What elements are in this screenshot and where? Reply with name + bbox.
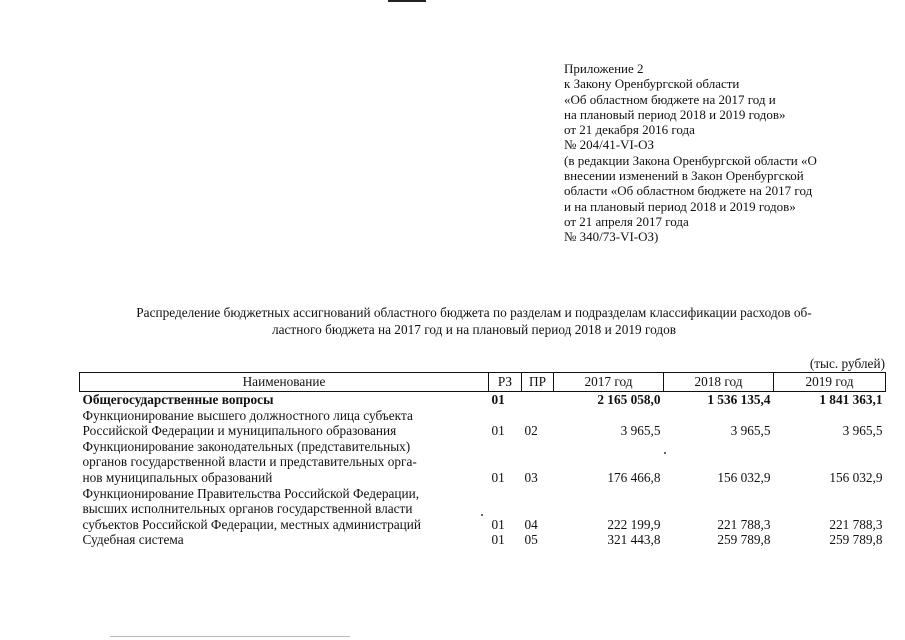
row-2019: 259 789,8 [829, 532, 883, 548]
row-2017: 176 466,8 [607, 469, 661, 485]
row-name-line: субъектов Российской Федерации, местных администраций [82, 516, 421, 532]
row-name [80, 439, 489, 486]
row-2017: 321 443,8 [607, 532, 661, 548]
header-2019: 2019 год [774, 373, 886, 392]
budget-table [79, 372, 886, 548]
appendix-line: № 204/41-VI-ОЗ [564, 137, 655, 153]
row-2017: 222 199,9 [607, 516, 661, 532]
row-2019: 1 841 363,1 [819, 392, 883, 407]
header-2017: 2017 год [554, 373, 664, 392]
row-2018: 1 536 135,4 [707, 392, 771, 407]
row-2018: 221 788,3 [717, 516, 771, 532]
row-rz: 01 [491, 469, 505, 485]
table-row [80, 532, 886, 548]
row-2018: 156 032,9 [717, 469, 771, 485]
row-name-line: Функционирование высшего должностного лица субъекта [82, 407, 413, 423]
row-rz: 01 [491, 532, 505, 548]
header-rz: РЗ [489, 373, 522, 392]
row-2018: 259 789,8 [717, 532, 771, 548]
header-2018: 2018 год [664, 373, 774, 392]
title-line-1: Распределение бюджетных ассигнований областного бюджета по разделам и подразделам классификации расходов об- [136, 305, 812, 320]
appendix-line: к Закону Оренбургской области [564, 76, 740, 92]
document-title [70, 304, 878, 338]
scan-speck [481, 514, 483, 516]
row-name-line: Функционирование Правительства Российской Федерации, [82, 485, 420, 501]
appendix-line: Приложение 2 [564, 61, 644, 76]
row-rz: 01 [491, 392, 505, 407]
appendix-block [564, 61, 894, 245]
row-name-line: высших исполнительных органов государственной власти [82, 501, 413, 517]
row-2019: 156 032,9 [829, 469, 883, 485]
table-row [80, 486, 886, 533]
table-row [80, 439, 886, 486]
header-name: Наименование [80, 373, 489, 392]
title-line-2: ластного бюджета на 2017 год и на плановый период 2018 и 2019 годов [271, 322, 677, 337]
row-name [80, 408, 489, 439]
row-rz: 01 [491, 423, 505, 439]
appendix-line: и на плановый период 2018 и 2019 годов» [564, 198, 796, 214]
row-name [80, 486, 489, 533]
appendix-line: № 340/73-VI-ОЗ) [564, 229, 659, 245]
row-rz: 01 [491, 516, 505, 532]
appendix-line: на плановый период 2018 и 2019 годов» [564, 106, 786, 122]
appendix-line: области «Об областном бюджете на 2017 год [564, 183, 813, 199]
header-pr: ПР [522, 373, 554, 392]
scan-mark [388, 0, 426, 2]
row-name [80, 392, 489, 408]
row-pr: 04 [524, 516, 538, 532]
row-name-line: Российской Федерации и муниципального образования [82, 423, 397, 439]
row-2017: 2 165 058,0 [597, 392, 661, 407]
scan-bottom-edge [110, 636, 350, 637]
row-name [80, 532, 489, 548]
appendix-line: (в редакции Закона Оренбургской области «О [564, 152, 817, 168]
row-pr: 02 [524, 423, 538, 439]
table-row [80, 392, 886, 408]
row-2018: 3 965,5 [730, 423, 771, 439]
appendix-line: внесении изменений в Закон Оренбургской [564, 168, 804, 184]
appendix-line: от 21 апреля 2017 года [564, 213, 689, 229]
row-name-line: Судебная система [82, 532, 184, 548]
scan-speck [664, 452, 666, 454]
row-name-line: нов муниципальных образований [82, 469, 273, 485]
row-name-line: Функционирование законодательных (представительных) [82, 438, 411, 454]
row-pr: 05 [524, 532, 538, 548]
appendix-line: от 21 декабря 2016 года [564, 122, 695, 138]
table-row [80, 408, 886, 439]
row-pr [522, 392, 554, 408]
row-2019: 221 788,3 [829, 516, 883, 532]
row-pr: 03 [524, 469, 538, 485]
appendix-line: «Об областном бюджете на 2017 год и [564, 91, 776, 107]
row-name-line: Общегосударственные вопросы [82, 392, 274, 407]
row-name-line: органов государственной власти и представительных орга- [82, 454, 417, 470]
units-label: (тыс. рублей) [809, 356, 885, 371]
row-2017: 3 965,5 [620, 423, 661, 439]
table-header-row [80, 373, 886, 392]
row-2019: 3 965,5 [842, 423, 883, 439]
